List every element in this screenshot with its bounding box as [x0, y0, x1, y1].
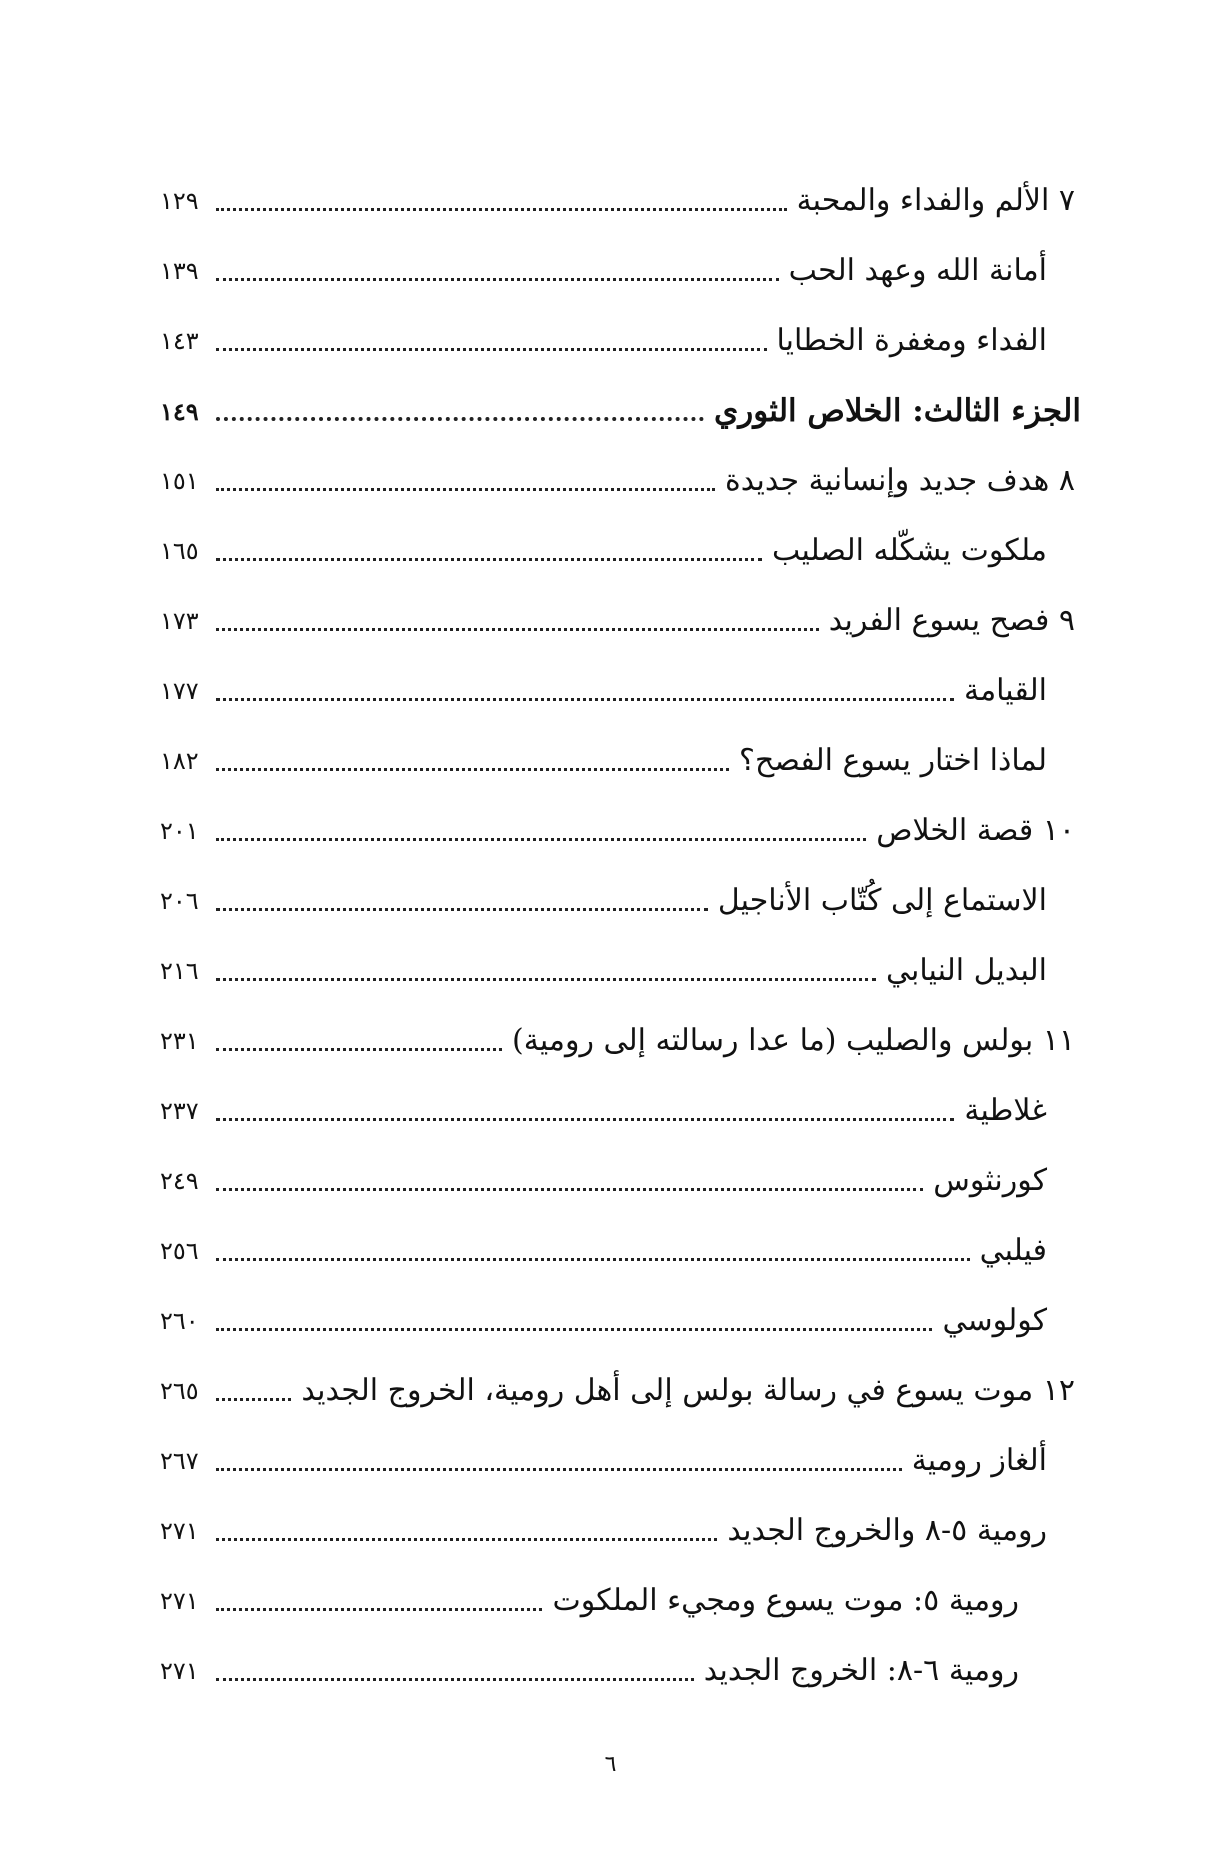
dot-leader: [216, 208, 787, 211]
toc-entry-title: ألغاز رومية: [911, 1443, 1047, 1478]
toc-entry-title: ملكوت يشكّله الصليب: [771, 533, 1047, 568]
toc-entry-title: فيلبي: [979, 1233, 1047, 1268]
toc-section-entry: [160, 1636, 1075, 1706]
toc-entry-page: ٢٤٩: [160, 1167, 199, 1195]
toc-entry-page: ١٧٣: [160, 607, 199, 635]
dot-leader: [216, 278, 779, 281]
toc-entry-page: ٢٠٦: [160, 887, 199, 915]
dot-leader: [216, 768, 729, 771]
dot-leader: [216, 348, 767, 351]
toc-entry-page: ١٤٣: [160, 327, 199, 355]
dot-leader: [216, 1538, 717, 1541]
dot-leader: [216, 1328, 932, 1331]
toc-entry-title: غلاطية: [964, 1093, 1047, 1128]
table-of-contents: [160, 166, 1081, 1706]
dot-leader: [216, 1048, 502, 1051]
toc-part-heading: [160, 376, 1081, 446]
toc-entry-page: ٢٥٦: [160, 1237, 199, 1265]
toc-section-entry: [160, 1496, 1075, 1566]
toc-entry-title: ١١ بولس والصليب (ما عدا رسالته إلى رومية): [512, 1023, 1075, 1058]
dot-leader: [216, 1398, 291, 1401]
toc-entry-page: ١٤٩: [160, 396, 199, 426]
dot-leader: [216, 488, 715, 491]
toc-entry-page: ١٦٥: [160, 537, 199, 565]
dot-leader: [216, 838, 866, 841]
toc-entry-page: ١٥١: [160, 467, 199, 495]
dot-leader: [216, 1608, 542, 1611]
toc-entry-page: ١٧٧: [160, 677, 199, 705]
toc-entry-page: ١٣٩: [160, 257, 199, 285]
toc-entry-title: كولوسي: [942, 1303, 1047, 1338]
toc-entry-page: ٢٠١: [160, 817, 199, 845]
dot-leader: [216, 1678, 694, 1681]
toc-chapter-entry: [160, 166, 1075, 236]
toc-section-entry: [160, 936, 1075, 1006]
dot-leader: [216, 417, 704, 421]
toc-entry-page: ٢٣٧: [160, 1097, 199, 1125]
toc-chapter-entry: [160, 796, 1075, 866]
toc-section-entry: [160, 726, 1075, 796]
toc-section-entry: [160, 1076, 1075, 1146]
toc-section-entry: [160, 1566, 1075, 1636]
toc-entry-title: الاستماع إلى كُتّاب الأناجيل: [717, 883, 1047, 918]
toc-entry-page: ٢٣١: [160, 1027, 199, 1055]
dot-leader: [216, 908, 708, 911]
dot-leader: [216, 698, 954, 701]
dot-leader: [216, 1118, 954, 1121]
toc-entry-page: ٢٦٥: [160, 1377, 199, 1405]
toc-entry-page: ٢٧١: [160, 1517, 199, 1545]
dot-leader: [216, 628, 819, 631]
toc-entry-title: القيامة: [964, 673, 1047, 708]
toc-entry-title: ١٠ قصة الخلاص: [876, 813, 1075, 848]
toc-section-entry: [160, 656, 1075, 726]
dot-leader: [216, 1258, 970, 1261]
toc-section-entry: [160, 1216, 1075, 1286]
toc-section-entry: [160, 866, 1075, 936]
toc-chapter-entry: [160, 586, 1075, 656]
toc-entry-page: ٢٧١: [160, 1657, 199, 1685]
toc-entry-page: ١٨٢: [160, 747, 199, 775]
toc-chapter-entry: [160, 1006, 1075, 1076]
toc-section-entry: [160, 1426, 1075, 1496]
toc-entry-page: ١٢٩: [160, 187, 199, 215]
toc-chapter-entry: [160, 1356, 1075, 1426]
toc-section-entry: [160, 1286, 1075, 1356]
toc-entry-title: الفداء ومغفرة الخطايا: [776, 323, 1047, 358]
toc-chapter-entry: [160, 446, 1075, 516]
dot-leader: [216, 1188, 923, 1191]
toc-entry-page: ٢٦٠: [160, 1307, 199, 1335]
toc-entry-title: رومية ٥-٨ والخروج الجديد: [727, 1513, 1047, 1548]
toc-section-entry: [160, 1146, 1075, 1216]
toc-entry-title: ٩ فصح يسوع الفريد: [828, 603, 1075, 638]
toc-entry-page: ٢٦٧: [160, 1447, 199, 1475]
toc-entry-title: ١٢ موت يسوع في رسالة بولس إلى أهل رومية، الخروج الجديد: [301, 1373, 1075, 1408]
toc-entry-title: أمانة الله وعهد الحب: [788, 253, 1047, 288]
toc-section-entry: [160, 516, 1075, 586]
toc-entry-title: رومية ٥: موت يسوع ومجيء الملكوت: [552, 1583, 1019, 1618]
toc-entry-title: الجزء الثالث: الخلاص الثوري: [713, 392, 1081, 429]
toc-entry-page: ٢١٦: [160, 957, 199, 985]
toc-section-entry: [160, 306, 1075, 376]
toc-entry-title: البديل النيابي: [886, 953, 1047, 988]
toc-entry-title: ٨ هدف جديد وإنسانية جديدة: [725, 463, 1075, 498]
toc-entry-title: رومية ٦-٨: الخروج الجديد: [703, 1653, 1019, 1688]
toc-entry-page: ٢٧١: [160, 1587, 199, 1615]
toc-section-entry: [160, 236, 1075, 306]
dot-leader: [216, 558, 762, 561]
dot-leader: [216, 1468, 902, 1471]
dot-leader: [216, 978, 876, 981]
toc-entry-title: لماذا اختار يسوع الفصح؟: [739, 743, 1047, 778]
toc-entry-title: كورنثوس: [933, 1163, 1047, 1198]
page-number: ٦: [604, 1752, 617, 1777]
toc-entry-title: ٧ الألم والفداء والمحبة: [796, 183, 1075, 218]
